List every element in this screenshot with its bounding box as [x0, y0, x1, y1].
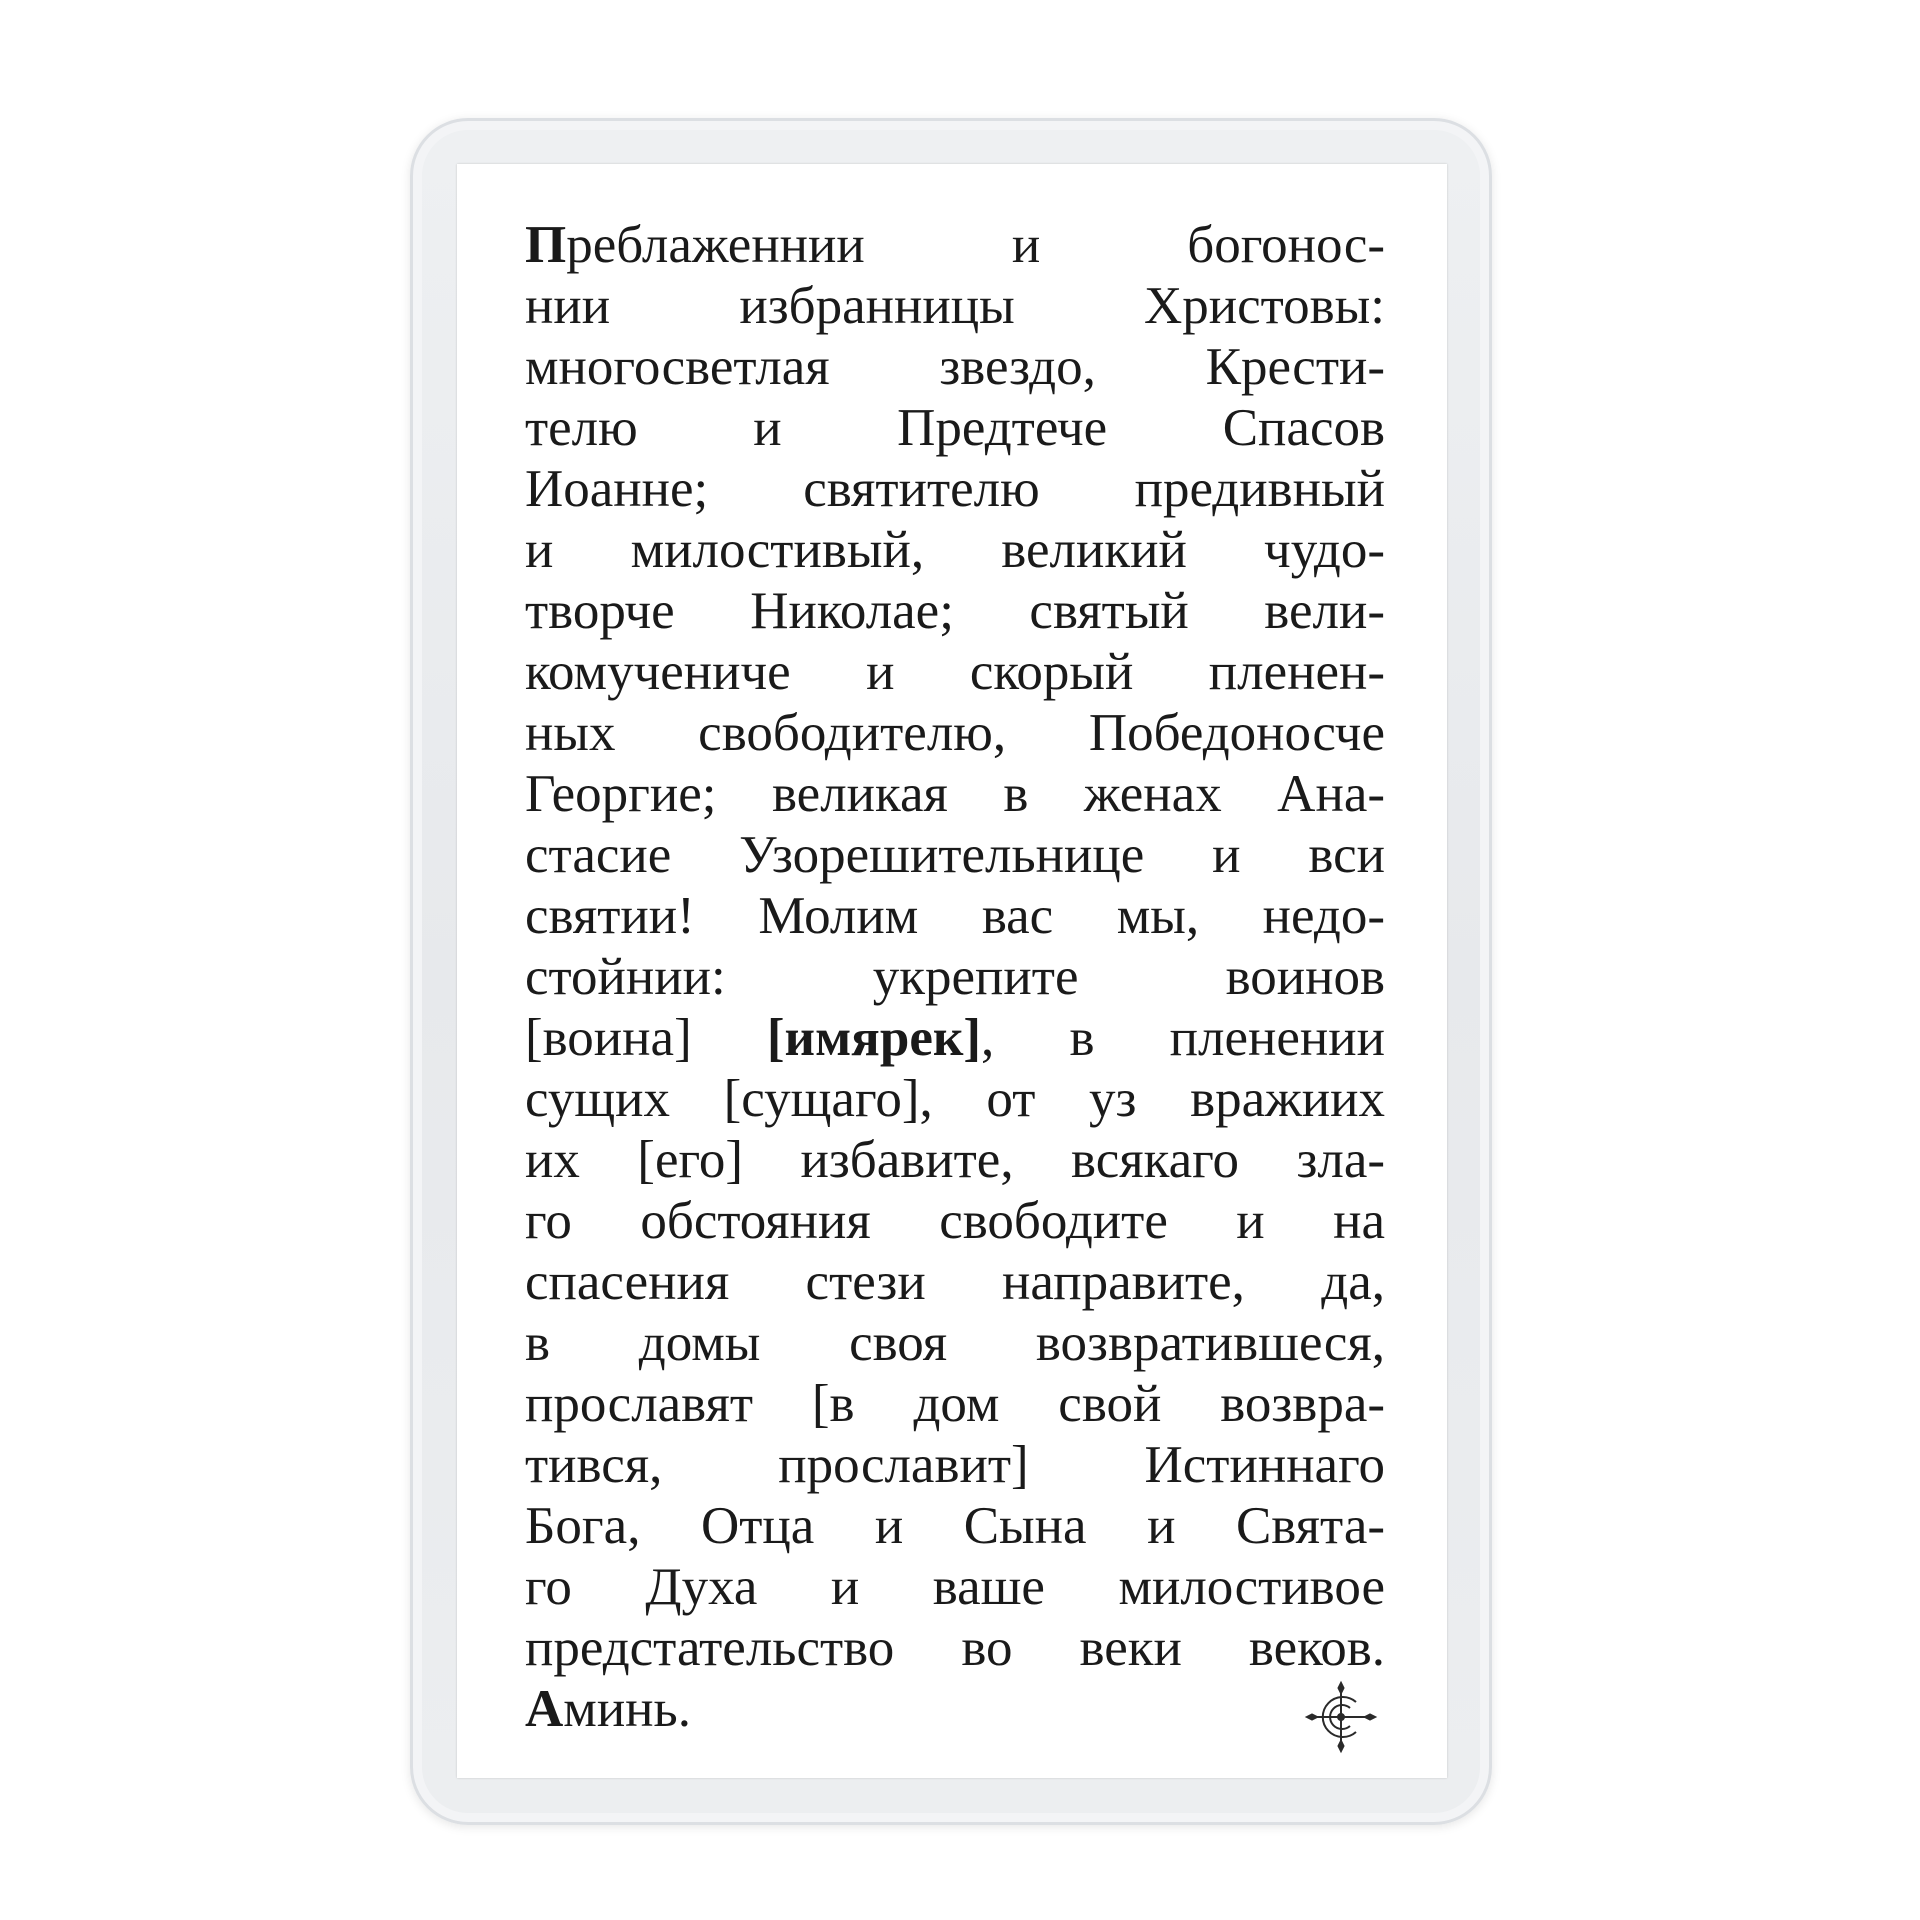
prayer-line: Преблаженнии и богонос-	[525, 216, 1385, 274]
prayer-line: творче Николае; святый вели-	[525, 582, 1385, 640]
prayer-text	[525, 215, 1385, 1740]
prayer-line: святии! Молим вас мы, недо-	[525, 887, 1385, 945]
prayer-line: предстательство во веки веков.	[525, 1619, 1385, 1677]
prayer-line: стойнии: укрепите воинов	[525, 948, 1385, 1006]
prayer-line: Иоанне; святителю предивный	[525, 460, 1385, 518]
prayer-line: и милостивый, великий чудо-	[525, 521, 1385, 579]
prayer-line: ных свободителю, Победоносче	[525, 704, 1385, 762]
prayer-line: [воина] [имярек], в пленении	[525, 1009, 1385, 1067]
prayer-line: стасие Узорешительнице и вси	[525, 826, 1385, 884]
prayer-line: Бога, Отца и Сына и Свята-	[525, 1497, 1385, 1555]
prayer-line: Георгие; великая в женах Ана-	[525, 765, 1385, 823]
prayer-line: комучениче и скорый пленен-	[525, 643, 1385, 701]
cross-emblem-icon	[1304, 1680, 1378, 1754]
prayer-line: многосветлая звездо, Крести-	[525, 338, 1385, 396]
prayer-line: нии избранницы Христовы:	[525, 277, 1385, 335]
initial-letter: А	[525, 1680, 564, 1738]
prayer-line: в домы своя возвратившеся,	[525, 1314, 1385, 1372]
name-placeholder: [имярек]	[766, 1009, 982, 1067]
prayer-line: го обстояния свободите и на	[525, 1192, 1385, 1250]
prayer-line: тився, прославит] Истиннаго	[525, 1436, 1385, 1494]
prayer-line: прославят [в дом свой возвра-	[525, 1375, 1385, 1433]
initial-letter: П	[525, 216, 567, 274]
prayer-line: телю и Предтече Спасов	[525, 399, 1385, 457]
prayer-line: го Духа и ваше милостивое	[525, 1558, 1385, 1616]
prayer-line-amen: Аминь.	[525, 1680, 691, 1738]
prayer-line: спасения стези направите, да,	[525, 1253, 1385, 1311]
prayer-line: сущих [сущаго], от уз вражиих	[525, 1070, 1385, 1128]
prayer-line: их [его] избавите, всякаго зла-	[525, 1131, 1385, 1189]
